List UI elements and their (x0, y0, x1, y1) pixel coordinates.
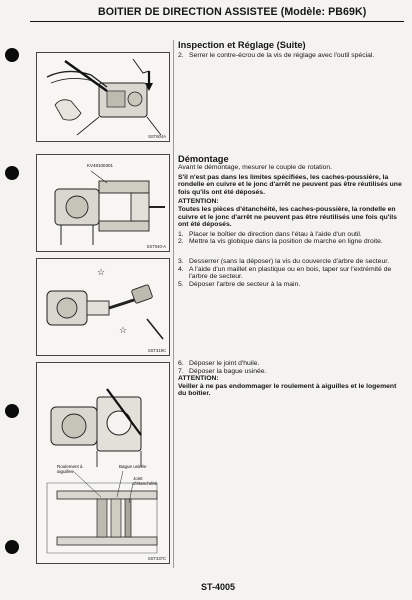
step-text: Placer le boîtier de direction dans l'étau à l'aide d'un outil. (189, 230, 362, 238)
step-text: Desserrer (sans la déposer) la vis du couvercle d'arbre de secteur. (189, 258, 390, 265)
attention-text: Toutes les pièces d'étanchéité, les caches-poussière, la rondelle en cuivre et le jonc d'arrêt ne peuvent pas être réutilisés une fois qu'ils ont été déposés. (178, 205, 397, 229)
figure-sector-shaft-tapping-drawing (37, 259, 169, 355)
label-bague-usinee: Bague usinée (119, 464, 147, 469)
step-number: 6. (178, 360, 184, 367)
step-text: Déposer l'arbre de secteur à la main. (189, 280, 301, 288)
figure-code: SST337C (147, 556, 166, 561)
section-title-inspection: Inspection et Réglage (Suite) (178, 40, 306, 50)
attention-label: ATTENTION: (178, 198, 219, 206)
step-text: Déposer la bague usinée. (189, 367, 267, 375)
step-number: 3. (178, 258, 184, 265)
figure-oil-seal-removal (36, 362, 170, 564)
page-header-title: BOITIER DE DIRECTION ASSISTEE (Modèle: PB69K) (98, 6, 367, 18)
step-item (178, 368, 404, 376)
page-number: ST-4005 (201, 582, 236, 592)
step-item (178, 258, 404, 266)
column-divider (173, 40, 174, 568)
section-title-demontage: Démontage (178, 154, 229, 164)
figure-oil-seal-removal-drawing (37, 363, 169, 563)
step-number: 4. (178, 265, 184, 273)
header-rule (30, 21, 404, 22)
step-number: 5. (178, 280, 184, 288)
figure-adjusting-screw-drawing (37, 53, 169, 141)
svg-text:☆: ☆ (97, 267, 106, 277)
binder-hole-4 (5, 540, 19, 554)
svg-text:☆: ☆ (119, 325, 128, 335)
attention-label: ATTENTION: (178, 375, 219, 383)
step-number: 2. (178, 238, 184, 246)
binder-hole-3 (5, 404, 19, 418)
step-text: Déposer le joint d'huile. (189, 360, 260, 367)
section-inspection (178, 40, 404, 60)
step-item (178, 266, 404, 281)
demontage-note: S'il n'est pas dans les limites spécifiées, les caches-poussière, la rondelle en cuivre et le jonc d'arrêt ne peuvent pas être réutilisés une fois qu'ils ont été déposés. (178, 173, 402, 196)
binder-hole-1 (5, 48, 19, 62)
tool-number-label: KV48100301 (87, 163, 114, 168)
figure-code: SST604A (148, 134, 166, 139)
steps-final (178, 360, 404, 398)
step-item (178, 52, 404, 60)
figure-adjusting-screw (36, 52, 170, 142)
step-text: A l'aide d'un maillet en plastique ou en bois, taper sur l'extrémité de l'arbre de secteur. (189, 265, 392, 281)
step-text: Serrer le contre-écrou de la vis de réglage avec l'outil spécial. (189, 52, 375, 59)
demontage-intro: Avant le démontage, mesurer le couple de rotation. (178, 164, 333, 171)
label-joint-etancheite: Joint d'étanchéité (133, 476, 158, 486)
step-item (178, 281, 404, 289)
figure-code: SST040-A (146, 244, 166, 249)
step-item (178, 231, 404, 239)
figure-code: SST319C (147, 348, 166, 353)
steps-list (178, 231, 404, 246)
section-demontage (178, 154, 404, 246)
binder-hole-2 (5, 166, 19, 180)
step-item (178, 238, 404, 246)
step-number: 2. (178, 52, 184, 59)
step-text: Mettre la vis globique dans la position de marche en ligne droite. (189, 238, 383, 246)
step-item (178, 360, 404, 368)
label-roulement-aiguilles: Roulement à aiguilles (57, 464, 83, 474)
step-number: 7. (178, 367, 184, 375)
steps-continued (178, 258, 404, 288)
figure-vise-holder-drawing (37, 155, 169, 251)
step-number: 1. (178, 230, 184, 238)
figure-vise-holder (36, 154, 170, 252)
attention-text: Veiller à ne pas endommager le roulement à aiguilles et le logement du boîtier. (178, 382, 397, 398)
figure-sector-shaft-tapping (36, 258, 170, 356)
